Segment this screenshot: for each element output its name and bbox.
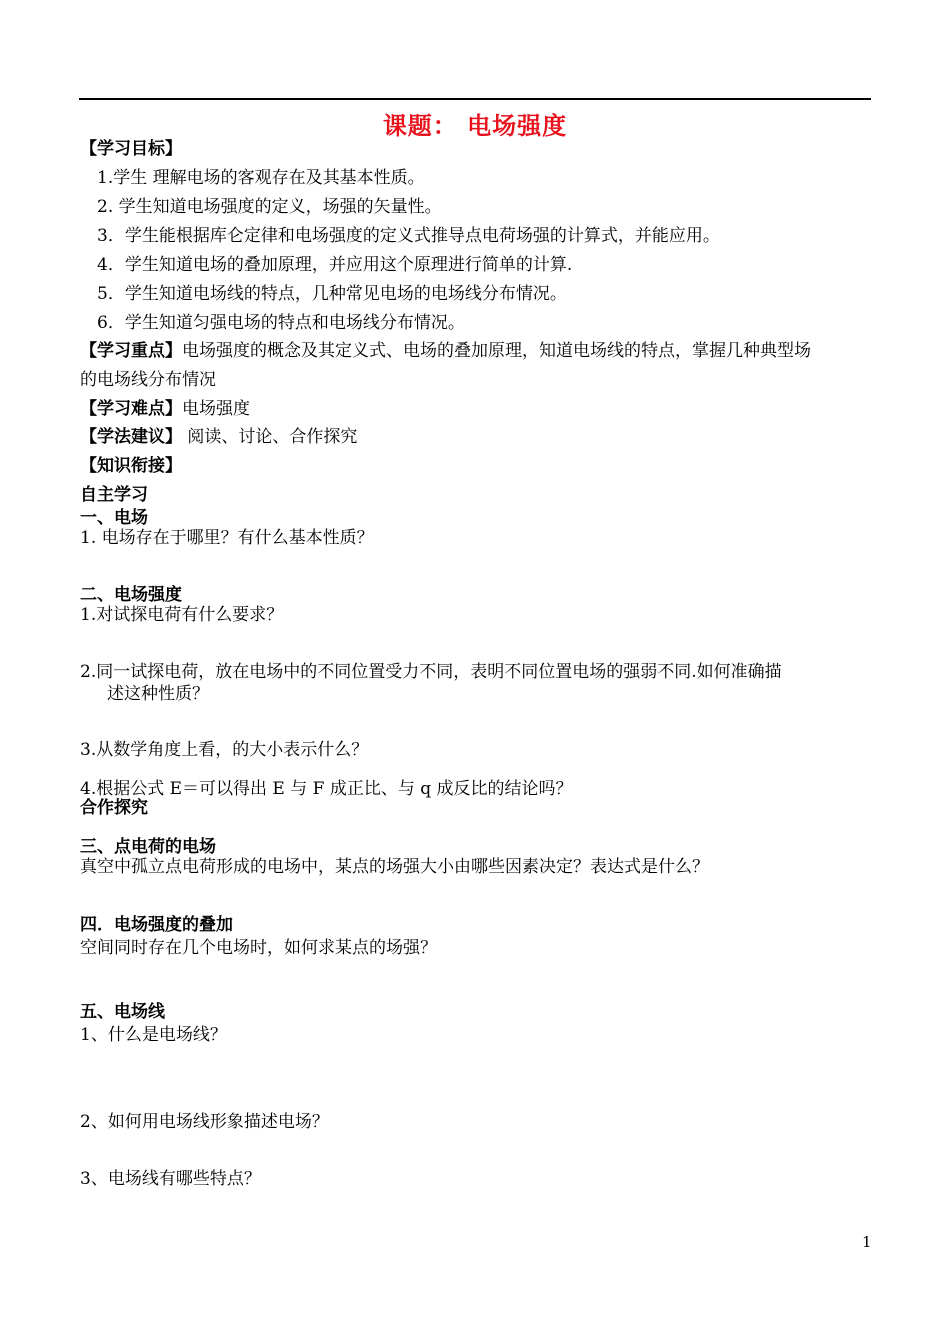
key-points — [80, 340, 811, 362]
objective-item: 2. 学生知道电场强度的定义，场强的矢量性。 — [97, 197, 442, 217]
method-label: 【学法建议】 — [80, 427, 182, 447]
header-rule — [79, 98, 871, 100]
question: 1、什么是电场线？ — [80, 1025, 227, 1045]
question: 空间同时存在几个电场时，如何求某点的场强？ — [80, 938, 437, 958]
section-heading: 二、电场强度 — [80, 585, 182, 605]
page-title: 课题： 电场强度 — [382, 112, 568, 140]
key-points-label: 【学习重点】 — [80, 341, 182, 361]
question: 1. 电场存在于哪里？有什么基本性质？ — [80, 528, 374, 548]
self-study-heading: 自主学习 — [80, 485, 148, 505]
question: 4.根据公式 E＝可以得出 E 与 F 成正比、与 q 成反比的结论吗？ — [80, 779, 573, 799]
section-heading: 五、电场线 — [80, 1002, 165, 1022]
question-cont: 述这种性质？ — [107, 684, 209, 704]
method-text: 阅读、讨论、合作探究 — [182, 427, 358, 447]
objective-item: 4．学生知道电场的叠加原理，并应用这个原理进行简单的计算. — [97, 255, 573, 275]
coop-heading: 合作探究 — [80, 798, 148, 818]
question: 3、电场线有哪些特点？ — [80, 1169, 261, 1189]
page-number: 1 — [862, 1233, 872, 1251]
difficulty-text: 电场强度 — [182, 399, 250, 419]
difficulty-label: 【学习难点】 — [80, 399, 182, 419]
question: 3.从数学角度上看，的大小表示什么？ — [80, 740, 369, 760]
method — [80, 426, 357, 448]
question: 1.对试探电荷有什么要求？ — [80, 605, 284, 625]
key-points-text: 电场强度的概念及其定义式、电场的叠加原理，知道电场线的特点，掌握几种典型场 — [182, 341, 811, 361]
question: 2、如何用电场线形象描述电场？ — [80, 1112, 329, 1132]
section-heading: 四．电场强度的叠加 — [80, 915, 233, 935]
key-points-cont: 的电场线分布情况 — [80, 370, 216, 390]
section-heading: 三、点电荷的电场 — [80, 837, 216, 857]
objectives-heading: 【学习目标】 — [80, 139, 182, 159]
section-heading: 一、电场 — [80, 508, 148, 528]
difficulty — [80, 398, 250, 420]
objective-item: 6．学生知道匀强电场的特点和电场线分布情况。 — [97, 313, 465, 333]
bridge-heading: 【知识衔接】 — [80, 456, 182, 476]
objective-item: 3．学生能根据库仑定律和电场强度的定义式推导点电荷场强的计算式，并能应用。 — [97, 226, 720, 246]
objective-item: 5．学生知道电场线的特点，几种常见电场的电场线分布情况。 — [97, 284, 567, 304]
question: 2.同一试探电荷，放在电场中的不同位置受力不同，表明不同位置电场的强弱不同.如何准确描 — [80, 662, 782, 682]
question: 真空中孤立点电荷形成的电场中，某点的场强大小由哪些因素决定？表达式是什么？ — [80, 857, 709, 877]
objective-item: 1.学生 理解电场的客观存在及其基本性质。 — [97, 168, 425, 188]
